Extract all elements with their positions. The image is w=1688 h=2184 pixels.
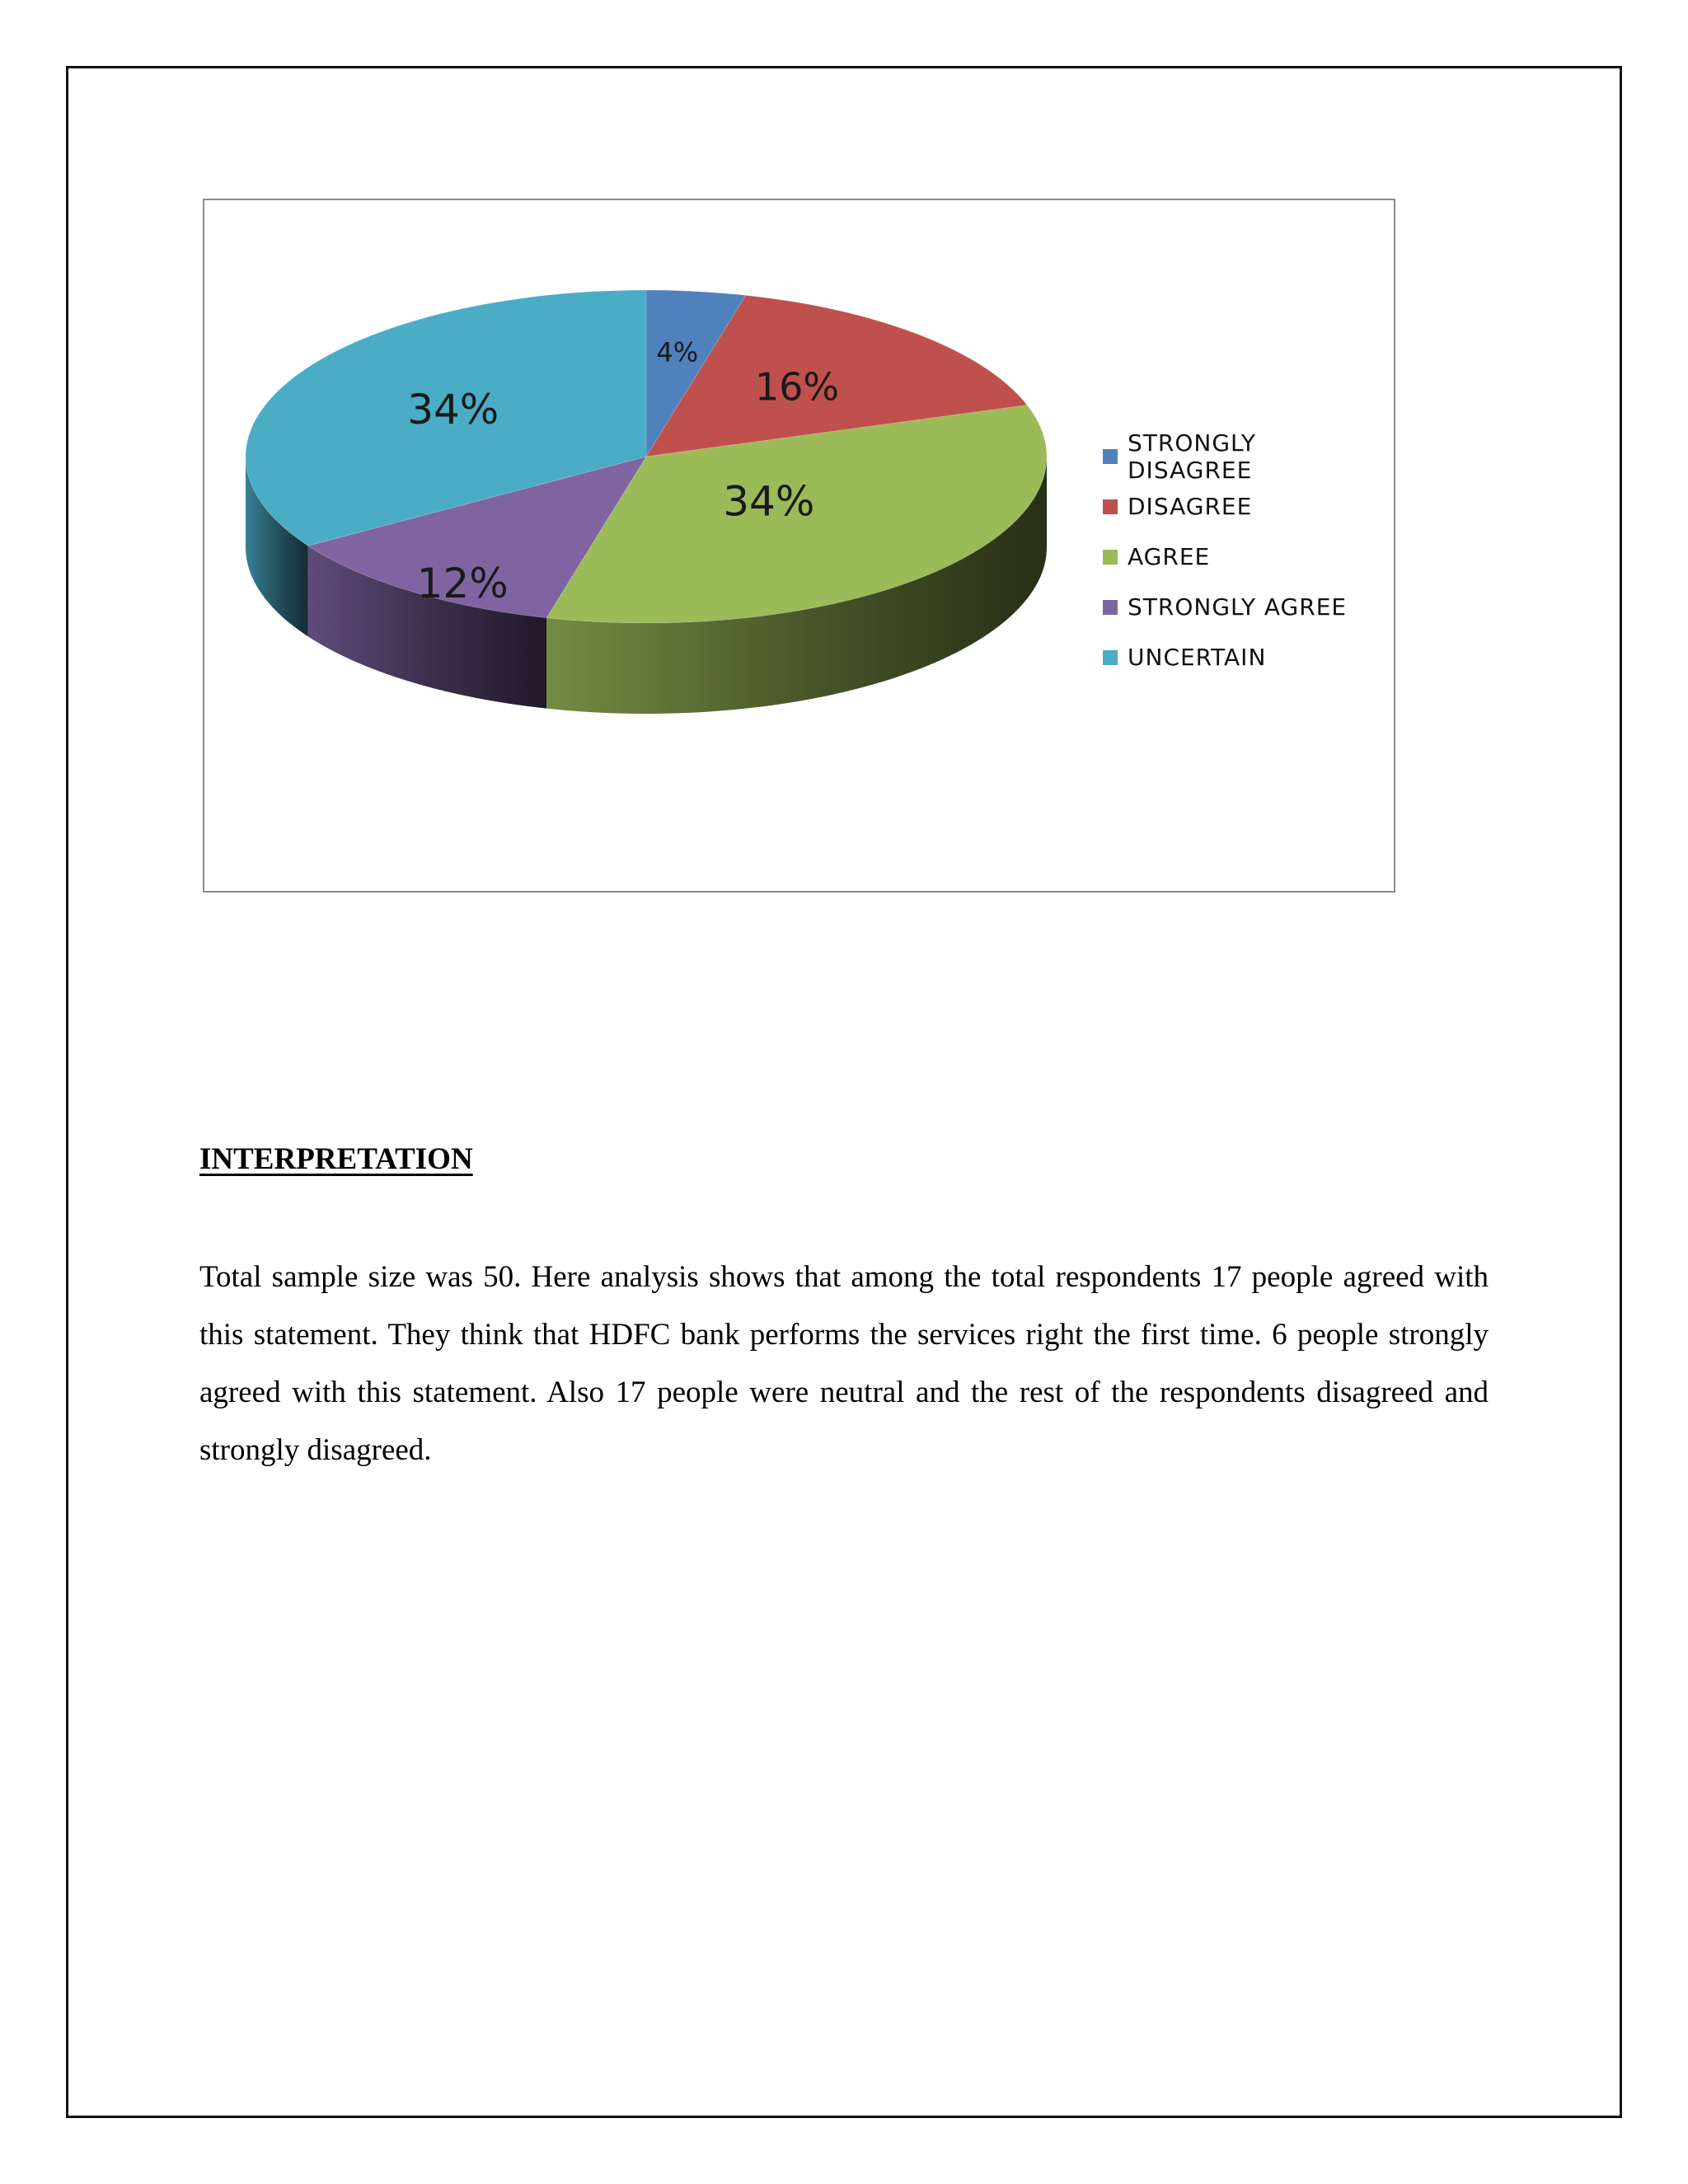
data-label-strongly-agree: 12% bbox=[416, 559, 509, 607]
legend-swatch bbox=[1103, 499, 1118, 514]
legend-item-uncertain bbox=[1103, 632, 1383, 682]
legend-item-strongly-agree bbox=[1103, 582, 1383, 632]
data-label-disagree: 16% bbox=[754, 364, 840, 410]
legend-label: DISAGREE bbox=[1128, 493, 1253, 520]
data-label-strongly-disagree: 4% bbox=[656, 336, 699, 368]
interpretation-paragraph: Total sample size was 50. Here analysis shows that among the total respondents 17 people agreed with this statement. They think that HDFC bank performs the services right the first time. 6 people strongly agreed with this statement. Also 17 people were neutral and the rest of the respondents disagreed and strongly disagreed. bbox=[199, 1260, 1489, 1467]
legend-swatch bbox=[1103, 449, 1118, 464]
legend-label: STRONGLY DISAGREE bbox=[1128, 429, 1256, 484]
interpretation-heading: INTERPRETATION bbox=[199, 1142, 473, 1176]
legend-swatch bbox=[1103, 600, 1118, 615]
legend-item-disagree bbox=[1103, 481, 1383, 532]
legend-label: UNCERTAIN bbox=[1128, 644, 1267, 671]
pie-chart bbox=[203, 199, 1395, 893]
legend-label: STRONGLY AGREE bbox=[1128, 593, 1348, 621]
legend-item-strongly-disagree bbox=[1103, 429, 1383, 484]
data-label-agree: 34% bbox=[723, 477, 815, 526]
legend-item-agree bbox=[1103, 532, 1383, 582]
legend-label: AGREE bbox=[1128, 543, 1211, 570]
data-label-uncertain: 34% bbox=[407, 385, 499, 434]
chart-legend bbox=[1103, 431, 1383, 682]
legend-swatch bbox=[1103, 650, 1118, 665]
legend-swatch bbox=[1103, 550, 1118, 565]
